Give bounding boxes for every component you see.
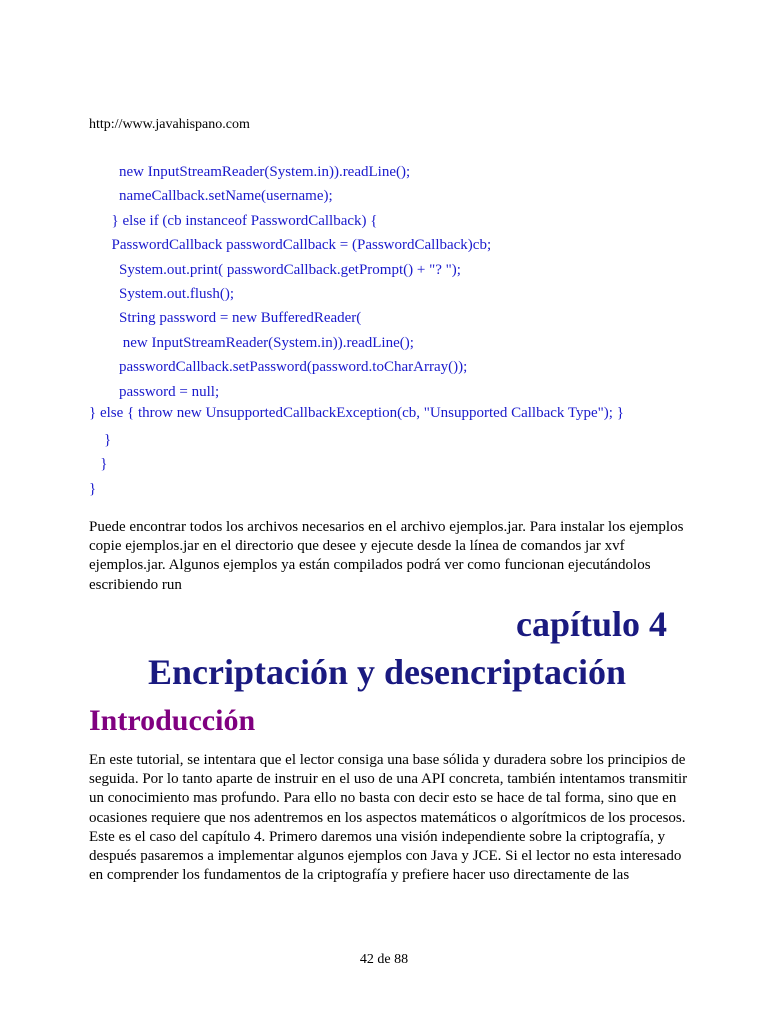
code-line: System.out.print( passwordCallback.getPrompt() + "? ");: [89, 261, 461, 278]
page-number: 42 de 88: [359, 952, 409, 967]
paragraph-introduction: En este tutorial, se intentara que el lector consiga una base sólida y duradera sobre los principios de seguida. Por lo tanto aparte de instruir en el uso de una API concreta, también intentamos transmitir un conocimiento mas profundo. Para ello no basta con decir esto se hace de tal forma, sino que en ocasiones requiere que nos adentremos en los aspectos matemáticos o algorítmicos de los procesos. Este es el caso del capítulo 4. Primero daremos una visión independiente sobre la criptografía, y después pasaremos a implementar algunos ejemplos con Java y JCE. Si el lector no esta interesado en comprender los fundamentos de la criptografía y prefiere hacer uso directamente de las: [89, 752, 688, 884]
code-line: nameCallback.setName(username);: [89, 188, 333, 205]
section-title: Introducción: [89, 704, 256, 737]
code-line: }: [89, 480, 97, 497]
code-line: } else { throw new UnsupportedCallbackException(cb, "Unsupported Callback Type"); }: [89, 405, 624, 422]
code-line: passwordCallback.setPassword(password.toCharArray());: [89, 359, 468, 376]
code-line: new InputStreamReader(System.in)).readLine();: [89, 334, 414, 351]
code-line: }: [89, 432, 112, 449]
code-line: password = null;: [89, 383, 220, 400]
code-line: } else if (cb instanceof PasswordCallback) {: [89, 212, 378, 229]
code-line: String password = new BufferedReader(: [89, 310, 362, 327]
chapter-number: capítulo 4: [515, 604, 667, 644]
code-line: PasswordCallback passwordCallback = (PasswordCallback)cb;: [89, 237, 492, 254]
header-url: http://www.javahispano.com: [89, 117, 250, 132]
code-block: [89, 160, 689, 501]
code-line: System.out.flush();: [89, 286, 234, 303]
chapter-title: Encriptación y desencriptación: [148, 652, 626, 692]
code-line: }: [89, 456, 108, 473]
code-line: new InputStreamReader(System.in)).readLine();: [89, 164, 411, 180]
paragraph-instructions: Puede encontrar todos los archivos necesarios en el archivo ejemplos.jar. Para instalar los ejemplos copie ejemplos.jar en el directorio que desee y ejecute desde la línea de comandos jar xvf ejemplos.jar. Algunos ejemplos ya están compilados podrá ver como funcionan ejecutándolos escribiendo run: [89, 519, 684, 593]
